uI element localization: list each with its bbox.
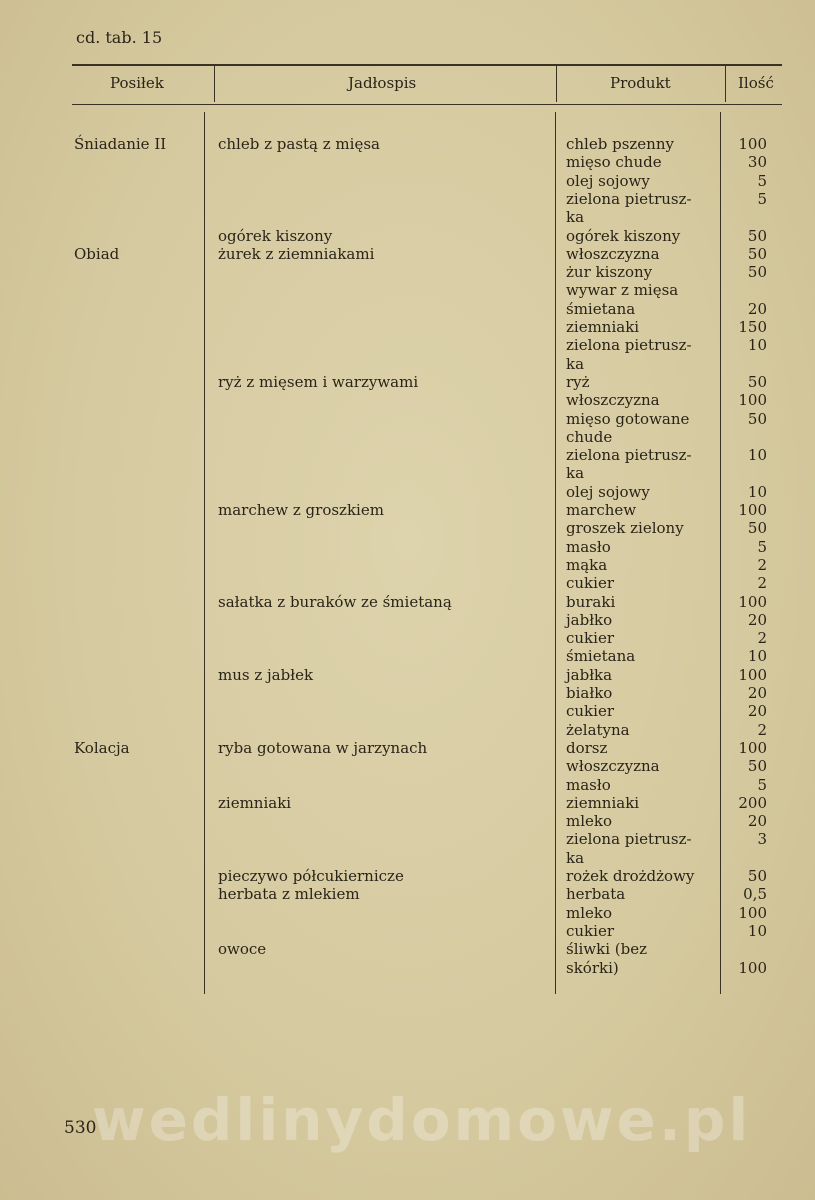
dish-cell: mus z jabłek	[218, 666, 314, 684]
quantity-cell: 2	[757, 556, 767, 574]
quantity-cell: 2	[757, 721, 767, 739]
quantity-cell: 50	[747, 757, 767, 775]
product-cell: ziemniaki	[566, 794, 640, 812]
product-cell: ka	[566, 464, 585, 482]
product-cell: włoszczyzna	[566, 245, 660, 263]
product-cell: żur kiszony	[566, 263, 653, 281]
product-cell: wywar z mięsa	[566, 281, 679, 299]
header-top-rule	[72, 64, 782, 66]
header-product: Produkt	[610, 74, 671, 92]
dish-cell: żurek z ziemniakami	[218, 245, 375, 263]
product-cell: skórki)	[566, 959, 619, 977]
quantity-cell: 20	[747, 300, 767, 318]
meal-cell: Śniadanie II	[74, 135, 167, 153]
quantity-cell: 10	[747, 922, 767, 940]
product-cell: białko	[566, 684, 613, 702]
watermark: wedlinydomowe.pl	[92, 1086, 752, 1154]
product-cell: włoszczyzna	[566, 391, 660, 409]
header-meal: Posiłek	[110, 74, 164, 92]
header-menu: Jadłospis	[348, 74, 417, 92]
quantity-cell: 5	[757, 538, 767, 556]
dish-cell: chleb z pastą z mięsa	[218, 135, 380, 153]
product-cell: olej sojowy	[566, 483, 650, 501]
dish-cell: ziemniaki	[218, 794, 292, 812]
product-cell: zielona pietrusz-	[566, 830, 692, 848]
product-cell: ogórek kiszony	[566, 227, 681, 245]
quantity-cell: 100	[738, 135, 767, 153]
product-cell: ka	[566, 355, 585, 373]
quantity-cell: 10	[747, 336, 767, 354]
quantity-cell: 50	[747, 410, 767, 428]
quantity-cell: 100	[738, 959, 767, 977]
product-cell: mąka	[566, 556, 608, 574]
product-cell: dorsz	[566, 739, 608, 757]
quantity-cell: 50	[747, 519, 767, 537]
header-bottom-rule	[72, 104, 782, 105]
header-divider	[214, 66, 215, 102]
dish-cell: owoce	[218, 940, 267, 958]
quantity-cell: 100	[738, 666, 767, 684]
quantity-cell: 3	[757, 830, 767, 848]
product-cell: zielona pietrusz-	[566, 190, 692, 208]
product-cell: chleb pszenny	[566, 135, 674, 153]
quantity-cell: 150	[738, 318, 767, 336]
product-cell: jabłka	[566, 666, 613, 684]
product-cell: ryż	[566, 373, 590, 391]
quantity-cell: 0,5	[743, 885, 767, 903]
product-cell: cukier	[566, 629, 614, 647]
quantity-cell: 20	[747, 611, 767, 629]
dish-cell: marchew z groszkiem	[218, 501, 384, 519]
product-cell: olej sojowy	[566, 172, 650, 190]
quantity-cell: 200	[738, 794, 767, 812]
dish-cell: sałatka z buraków ze śmietaną	[218, 593, 452, 611]
quantity-cell: 100	[738, 593, 767, 611]
quantity-cell: 50	[747, 245, 767, 263]
meal-cell: Obiad	[74, 245, 120, 263]
product-cell: mleko	[566, 812, 613, 830]
table-caption: cd. tab. 15	[76, 28, 163, 47]
quantity-cell: 5	[757, 190, 767, 208]
product-cell: cukier	[566, 574, 614, 592]
quantity-cell: 100	[738, 391, 767, 409]
quantity-cell: 20	[747, 812, 767, 830]
product-cell: cukier	[566, 702, 614, 720]
quantity-cell: 50	[747, 227, 767, 245]
page-number: 530	[64, 1118, 97, 1138]
quantity-cell: 100	[738, 501, 767, 519]
product-cell: śmietana	[566, 300, 636, 318]
product-cell: chude	[566, 428, 613, 446]
product-cell: marchew	[566, 501, 637, 519]
dish-cell: pieczywo półcukiernicze	[218, 867, 404, 885]
product-cell: buraki	[566, 593, 616, 611]
column-divider	[204, 112, 205, 994]
quantity-cell: 50	[747, 263, 767, 281]
product-cell: masło	[566, 776, 611, 794]
product-cell: ka	[566, 849, 585, 867]
product-cell: jabłko	[566, 611, 613, 629]
dish-cell: ogórek kiszony	[218, 227, 333, 245]
quantity-cell: 20	[747, 702, 767, 720]
quantity-cell: 10	[747, 647, 767, 665]
header-divider	[725, 66, 726, 102]
dish-cell: ryba gotowana w jarzynach	[218, 739, 428, 757]
product-cell: rożek drożdżowy	[566, 867, 695, 885]
quantity-cell: 20	[747, 684, 767, 702]
product-cell: groszek zielony	[566, 519, 684, 537]
header-quantity: Ilość	[738, 74, 774, 92]
quantity-cell: 2	[757, 629, 767, 647]
quantity-cell: 50	[747, 373, 767, 391]
product-cell: włoszczyzna	[566, 757, 660, 775]
column-divider	[555, 112, 556, 994]
product-cell: mleko	[566, 904, 613, 922]
quantity-cell: 5	[757, 172, 767, 190]
quantity-cell: 30	[747, 153, 767, 171]
quantity-cell: 50	[747, 867, 767, 885]
header-divider	[556, 66, 557, 102]
dish-cell: ryż z mięsem i warzywami	[218, 373, 419, 391]
product-cell: ka	[566, 208, 585, 226]
product-cell: herbata	[566, 885, 626, 903]
product-cell: mięso chude	[566, 153, 662, 171]
product-cell: cukier	[566, 922, 614, 940]
quantity-cell: 100	[738, 904, 767, 922]
product-cell: zielona pietrusz-	[566, 446, 692, 464]
product-cell: śmietana	[566, 647, 636, 665]
quantity-cell: 100	[738, 739, 767, 757]
quantity-cell: 5	[757, 776, 767, 794]
product-cell: śliwki (bez	[566, 940, 648, 958]
quantity-cell: 2	[757, 574, 767, 592]
dish-cell: herbata z mlekiem	[218, 885, 360, 903]
quantity-cell: 10	[747, 446, 767, 464]
product-cell: masło	[566, 538, 611, 556]
product-cell: mięso gotowane	[566, 410, 690, 428]
quantity-cell: 10	[747, 483, 767, 501]
product-cell: żelatyna	[566, 721, 630, 739]
meal-cell: Kolacja	[74, 739, 130, 757]
product-cell: zielona pietrusz-	[566, 336, 692, 354]
product-cell: ziemniaki	[566, 318, 640, 336]
